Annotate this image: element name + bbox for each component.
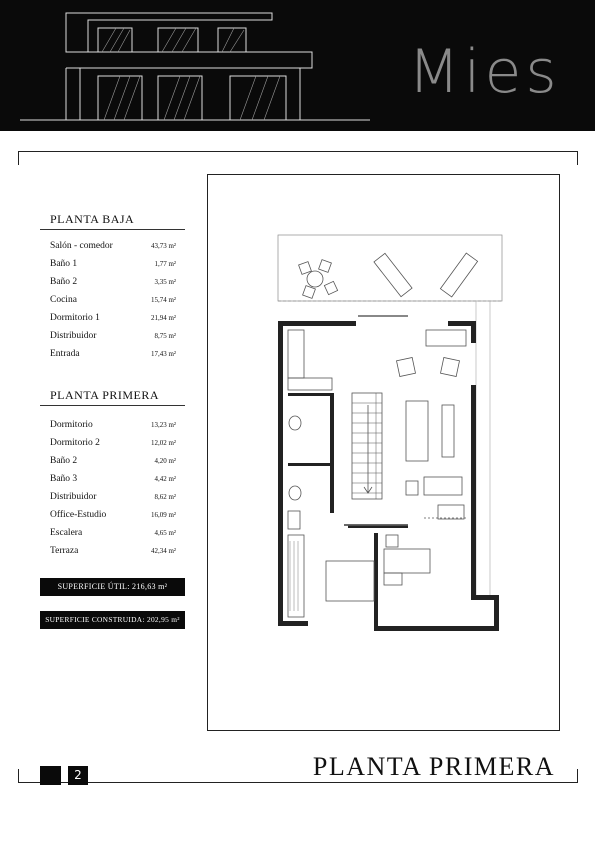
- list-item: [50, 349, 176, 363]
- list-item: [50, 492, 176, 506]
- room-name: Office-Estudio: [50, 510, 107, 520]
- brand-title: Mies: [408, 37, 561, 107]
- list-item: [50, 277, 176, 291]
- list-item: [50, 456, 176, 470]
- floor-plan-frame: [207, 174, 560, 731]
- room-name: Dormitorio 1: [50, 313, 100, 323]
- header-banner: [0, 0, 595, 131]
- room-area: 21,94 m²: [150, 314, 176, 322]
- bottom-divider-tick-left: [18, 769, 19, 783]
- list-item: [50, 474, 176, 488]
- page-number: 2: [68, 766, 88, 785]
- room-area: 42,34 m²: [150, 547, 176, 555]
- terrace-furniture: [299, 253, 478, 298]
- room-name: Entrada: [50, 349, 80, 359]
- room-name: Salón - comedor: [50, 241, 113, 251]
- list-item: [50, 313, 176, 327]
- room-area: 3,35 m²: [154, 278, 176, 286]
- room-area: 1,77 m²: [154, 260, 176, 268]
- room-name: Cocina: [50, 295, 77, 305]
- list-item: [50, 295, 176, 309]
- list-item: [50, 241, 176, 255]
- room-name: Baño 3: [50, 474, 78, 484]
- list-item: [50, 438, 176, 452]
- room-name: Baño 2: [50, 277, 78, 287]
- list-item: [50, 528, 176, 542]
- list-item: [50, 420, 176, 434]
- room-area: 4,42 m²: [154, 475, 176, 483]
- planta-primera-title: PLANTA PRIMERA: [50, 388, 160, 402]
- top-divider-tick-left: [18, 151, 19, 165]
- room-name: Dormitorio: [50, 420, 93, 430]
- room-name: Baño 1: [50, 259, 78, 269]
- room-name: Baño 2: [50, 456, 78, 466]
- room-area: 17,43 m²: [150, 350, 176, 358]
- list-item: [50, 546, 176, 560]
- planta-baja-title: PLANTA BAJA: [50, 212, 135, 226]
- room-area: 8,75 m²: [154, 332, 176, 340]
- room-area: 8,62 m²: [154, 493, 176, 501]
- room-area: 13,23 m²: [150, 421, 176, 429]
- room-name: Terraza: [50, 546, 79, 556]
- page-marker-block: [40, 766, 61, 785]
- room-name: Escalera: [50, 528, 83, 538]
- room-area: 16,09 m²: [150, 511, 176, 519]
- room-area: 43,73 m²: [150, 242, 176, 250]
- bottom-divider-tick-right: [577, 769, 578, 783]
- page-title: PLANTA PRIMERA: [312, 752, 555, 781]
- top-divider: [18, 151, 578, 152]
- superficie-util-badge: SUPERFICIE ÚTIL: 216,63 m²: [40, 578, 185, 596]
- planta-baja-rule: [40, 229, 185, 230]
- room-name: Distribuidor: [50, 331, 97, 341]
- superficie-construida-badge: SUPERFICIE CONSTRUIDA: 202,95 m²: [40, 611, 185, 629]
- list-item: [50, 259, 176, 273]
- room-area: 4,20 m²: [154, 457, 176, 465]
- room-name: Distribuidor: [50, 492, 97, 502]
- room-name: Dormitorio 2: [50, 438, 100, 448]
- house-elevation-drawing: [0, 0, 400, 131]
- list-item: [50, 331, 176, 345]
- top-divider-tick-right: [577, 151, 578, 165]
- floor-plan-drawing: [208, 175, 559, 730]
- bottom-divider: [18, 782, 578, 783]
- room-area: 12,02 m²: [150, 439, 176, 447]
- list-item: [50, 510, 176, 524]
- planta-primera-rule: [40, 405, 185, 406]
- room-area: 15,74 m²: [150, 296, 176, 304]
- room-area: 4,65 m²: [154, 529, 176, 537]
